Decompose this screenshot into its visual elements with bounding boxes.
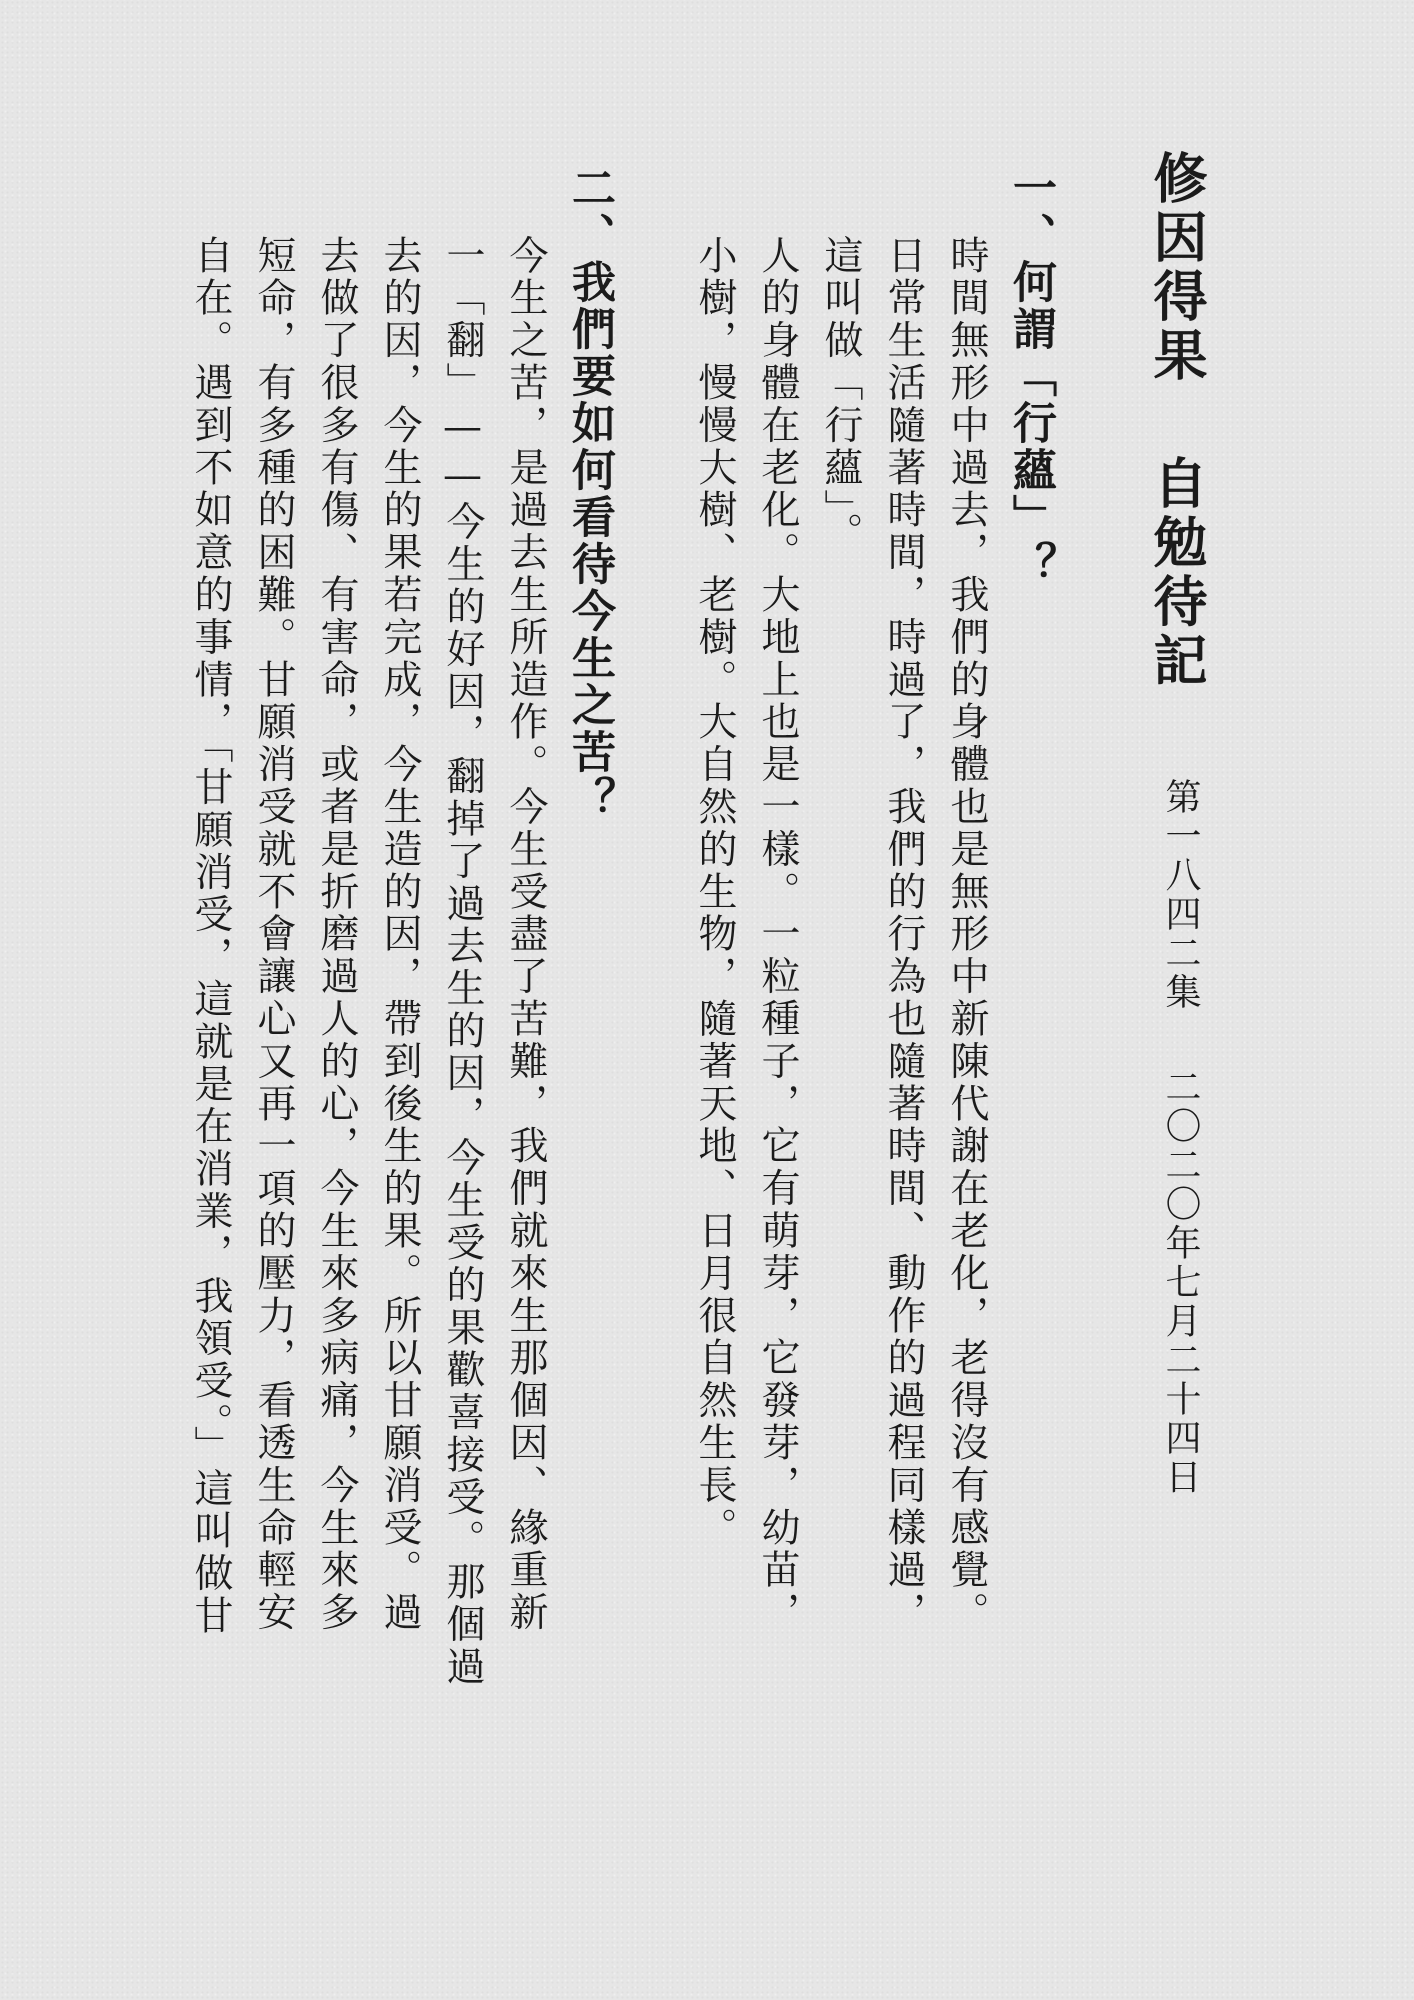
section-1-heading: 一、何謂「行蘊」？: [1005, 165, 1056, 588]
section-2-line-1: 今生之苦，是過去生所造作。今生受盡了苦難，我們就來生那個因、緣重新: [503, 235, 548, 1635]
section-1-line-3: 這叫做「行蘊」。: [818, 235, 863, 555]
document-title: 修因得果 自勉待記: [1145, 150, 1209, 691]
section-2-heading: 二、我們要如何看待今生之苦？: [564, 165, 615, 823]
section-2-line-2: 一「翻」——今生的好因，翻掉了過去生的因，今生受的果歡喜接受。那個過: [440, 235, 485, 1689]
section-2-line-4: 去做了很多有傷、有害命，或者是折磨過人的心，今生來多病痛，今生來多: [314, 235, 359, 1635]
section-2-line-5: 短命，有多種的困難。甘願消受就不會讓心又再一項的壓力，看透生命輕安: [251, 235, 296, 1635]
section-1-line-4: 人的身體在老化。大地上也是一樣。一粒種子，它有萌芽，它發芽，幼苗，: [755, 235, 800, 1635]
episode-number: 第一八四二集: [1160, 778, 1201, 1012]
section-2-line-6: 自在。遇到不如意的事情，「甘願消受，這就是在消業，我領受。」這叫做甘: [188, 235, 233, 1638]
section-2-line-3: 去的因，今生的果若完成，今生造的因，帶到後生的果。所以甘願消受。過: [377, 235, 422, 1635]
episode-date-line: [1160, 778, 1201, 1497]
section-1-line-5: 小樹，慢慢大樹、老樹。大自然的生物，隨著天地、日月很自然生長。: [692, 235, 737, 1550]
publish-date: 二〇二〇年七月二十四日: [1160, 1068, 1201, 1497]
section-1-line-1: 時間無形中過去，我們的身體也是無形中新陳代謝在老化，老得沒有感覺。: [944, 235, 989, 1635]
section-1-line-2: 日常生活隨著時間，時過了，我們的行為也隨著時間、動作的過程同樣過，: [881, 235, 926, 1635]
